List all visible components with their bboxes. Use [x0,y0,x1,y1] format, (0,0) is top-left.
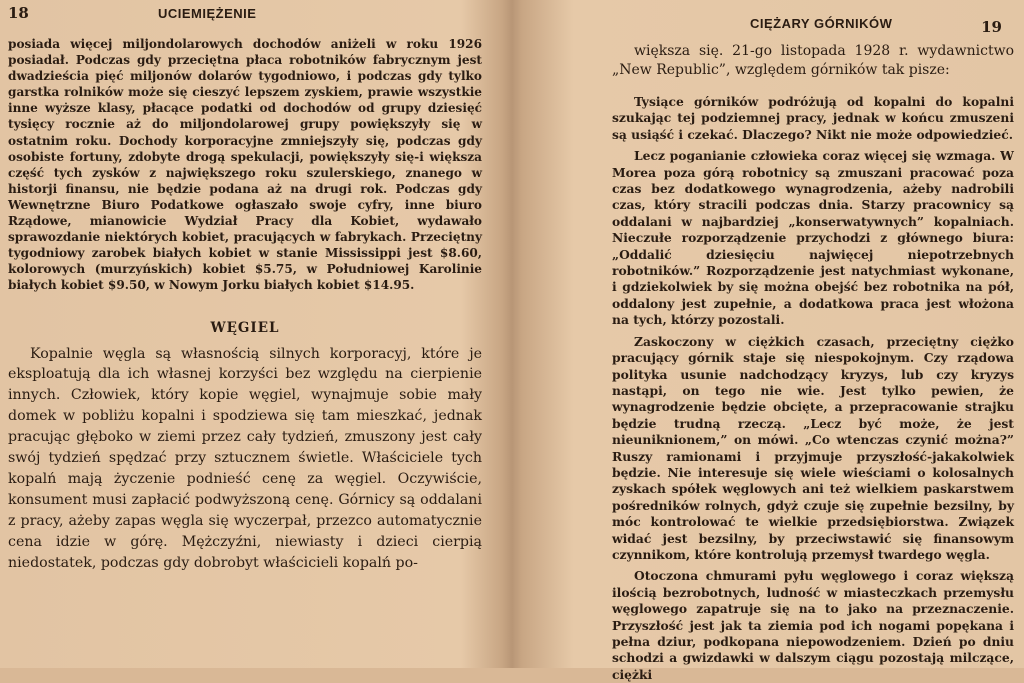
section-heading-coal: WĘGIEL [210,319,280,336]
running-title-left: UCIEMIĘŻENIE [158,6,257,21]
page-number-left: 18 [8,4,29,22]
paragraph: Lecz poganianie człowieka coraz więcej się wzmaga. W Morea poza górą robotnicy są zmuszani pracować poza czas bez dodatkowego wynagrodzenia, ażeby nadrobili czas, który stracili podczas dnia. Starzy pracownicy są oddalani w najbardziej „konserwatywnych” kopalniach. Nieczułe rozporządzenie przychodzi z głównego biura: „Oddalić dziesięciu najwięcej niepotrzebnych robotników.” Rozporządzenie jest natychmiast wykonane, i gdziekolwiek by się można obejść bez robotnika na pół, oddalony jest zupełnie, a dodatkowa praca jest włożona na tych, którzy pozostali. [612,148,1014,328]
section-body [8,344,482,574]
right-page-body [612,42,1014,683]
right-page [512,0,1024,682]
left-page-header [8,0,482,36]
lead-paragraph: większa się. 21-go listopada 1928 r. wydawnictwo „New Republic”, względem górników tak pisze: [612,43,1014,78]
paragraph: Otoczona chmurami pyłu węglowego i coraz większą ilością bezrobotnych, ludność w miasteczkach przemysłu węglowego zapatruje się na to jako na przeznaczenie. Przyszłość jest jak ta ziemia pod ich nogami popękana i pełna dziur, podkopana niepowodzeniem. Dzień po dniu schodzi a gwizdawki w dalszym ciągu pozostają milczące, ciężki [612,568,1014,682]
page-number-right: 19 [981,18,1002,36]
running-title-right: CIĘŻARY GÓRNIKÓW [750,16,893,31]
paragraph: Zaskoczony w ciężkich czasach, przeciętny ciężko pracujący górnik staje się niespokojnym. Czy rządowa polityka usunie nadchodzący kryzys, lub czy kryzys nastąpi, on tego nie wie. Jest tylko pewien, że wynagrodzenie będzie obcięte, a przepracowanie strajku będzie trudną rzeczą. „Lecz być może, że jest nieuniknionem,” on mówi. „Co wtenczas czynić można?” Ruszy ramionami i przyjmuje przyszłość-jakakolwiek będzie. Nie interesuje się wiele wieściami o kolosalnych zyskach spółek węglowych ani też wielkiem paskarstwem pośredników rolnych, gdyż czuje się zupełnie bezsilny, by móc kontrolować te wielkie przedsiębiorstwa. Związek widać jest bezsilny, by przeciwstawić się finansowym czynnikom, które kontrolują przemysł twardego węgla. [612,333,1014,562]
left-page-body [8,36,482,294]
paragraph: posiada więcej miljondolarowych dochodów aniżeli w roku 1926 posiadał. Podczas gdy przeciętna płaca robotników fabrycznym jest dwadzieścia pięć miljonów dolarów tygodniowo, i podczas gdy tylko garstka rolników może się cieszyć lepszem zyskiem, prawie wszystkie inne wyższe klasy, płacące podatki od dochodów od grupy dziesięć tysięcy rocznie aż do miljondolarowej grupy powiększyły się w ostatnim roku. Dochody korporacyjne zmniejszyły się, podczas gdy osobiste fortuny, zdobyte drogą spekulacji, powiększyły się-i większa część tych zysków z największego roku szulerskiego, znanego w historji finansu, nie będzie podana aż na drugi rok. Podczas gdy Wewnętrzne Biuro Podatkowe ogłaszało swoje cyfry, inne biuro Rządowe, mianowicie Wydział Pracy dla Kobiet, wydawało sprawozdanie niektórych kobiet, pracujących w fabrykach. Przeciętny tygodniowy zarobek białych kobiet w stanie Mississippi jest $8.60, kolorowych (murzyńskich) kobiet $5.75, w Południowej Karolinie białych kobiet $9.50, w Nowym Jorku białych kobiet $14.95. [8,37,482,293]
right-page-header [612,0,1014,36]
paragraph: Kopalnie węgla są własnością silnych korporacyj, które je eksploatują dla ich własnej korzyści bez względu na cierpienie innych. Człowiek, który kopie węgiel, wynajmuje sobie mały domek w pobliżu kopalni i spodziewa się tam mieszkać, jednak pracując głęboko w ziemi przez cały tydzień, zmuszony jest cały swój tydzień spędzać przy sztucznem świetle. Właściciele tych kopalń mają życzenie podnieść cenę za węgiel. Oczywiście, konsument musi zapłacić podwyższoną cenę. Górnicy są oddalani z pracy, ażeby zapas węgla się wyczerpał, przezco automatycznie cena idzie w górę. Mężczyźni, niewiasty i dzieci cierpią niedostatek, podczas gdy dobrobyt właścicieli kopalń po- [8,345,482,571]
left-page [0,0,512,668]
paragraph: Tysiące górników podróżują od kopalni do kopalni szukając tej podziemnej pracy, jednak w końcu zmuszeni są usiąść i czekać. Dlaczego? Nikt nie może odpowiedzieć. [612,94,1014,142]
